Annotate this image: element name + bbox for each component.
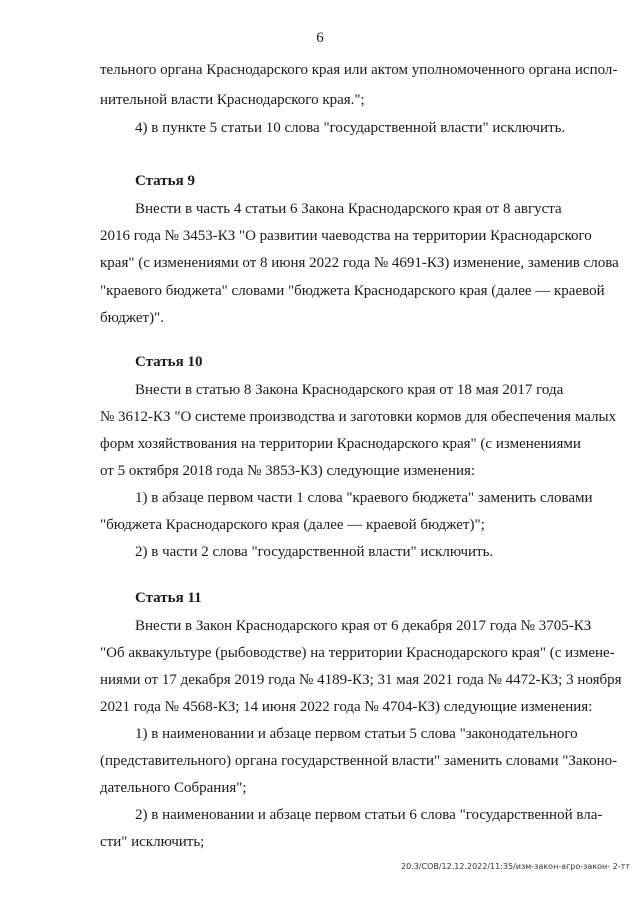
text-line: "бюджета Краснодарского края (далее — краевой бюджет)"; xyxy=(100,517,485,533)
text-line: края" (с изменениями от 8 июня 2022 года № 4691-КЗ) изменение, заменив слова xyxy=(100,255,619,271)
article-heading: Статья 11 xyxy=(135,590,202,606)
page-number: 6 xyxy=(316,30,324,46)
text-line: тельного органа Краснодарского края или актом уполномоченного органа испол- xyxy=(100,62,618,78)
text-line: 2) в части 2 слова "государственной власти" исключить. xyxy=(135,544,494,560)
article-heading: Статья 9 xyxy=(135,173,195,189)
document-footer-code: 20.3/СОВ/12.12.2022/11:35/изм-закон-агро-закон- 2-тт xyxy=(400,862,630,871)
text-line: 2) в наименовании и абзаце первом статьи 6 слова "государственной вла- xyxy=(135,807,603,823)
text-line: (представительного) органа государственной власти" заменить словами "Законо- xyxy=(100,753,618,769)
text-line: "Об аквакультуре (рыбоводстве) на территории Краснодарского края" (с измене- xyxy=(100,645,615,661)
text-line: дательного Собрания"; xyxy=(100,780,247,796)
text-line: "краевого бюджета" словами "бюджета Краснодарского края (далее — краевой xyxy=(100,283,605,299)
text-line: бюджет)". xyxy=(100,310,164,326)
text-line: № 3612-КЗ "О системе производства и заготовки кормов для обеспечения малых xyxy=(100,409,617,425)
text-line: от 5 октября 2018 года № 3853-КЗ) следующие изменения: xyxy=(100,463,476,479)
text-line: 2021 года № 4568-КЗ; 14 июня 2022 года № 4704-КЗ) следующие изменения: xyxy=(100,699,593,715)
text-line: Внести в часть 4 статьи 6 Закона Краснодарского края от 8 августа xyxy=(135,201,562,217)
text-line: 2016 года № 3453-КЗ "О развитии чаеводства на территории Краснодарского xyxy=(100,228,592,244)
text-line: Внести в Закон Краснодарского края от 6 декабря 2017 года № 3705-КЗ xyxy=(135,618,592,634)
text-line: ниями от 17 декабря 2019 года № 4189-КЗ; 31 мая 2021 года № 4472-КЗ; 3 ноября xyxy=(100,672,622,688)
text-line: нительной власти Краснодарского края."; xyxy=(100,92,365,108)
text-line: 1) в абзаце первом части 1 слова "краевого бюджета" заменить словами xyxy=(135,490,593,506)
text-line: 1) в наименовании и абзаце первом статьи 5 слова "законодательного xyxy=(135,726,578,742)
text-line: форм хозяйствования на территории Краснодарского края" (с изменениями xyxy=(100,436,581,452)
text-line: Внести в статью 8 Закона Краснодарского края от 18 мая 2017 года xyxy=(135,382,564,398)
text-line: сти" исключить; xyxy=(100,834,205,850)
text-line: 4) в пункте 5 статьи 10 слова "государственной власти" исключить. xyxy=(135,120,566,136)
article-heading: Статья 10 xyxy=(135,354,203,370)
